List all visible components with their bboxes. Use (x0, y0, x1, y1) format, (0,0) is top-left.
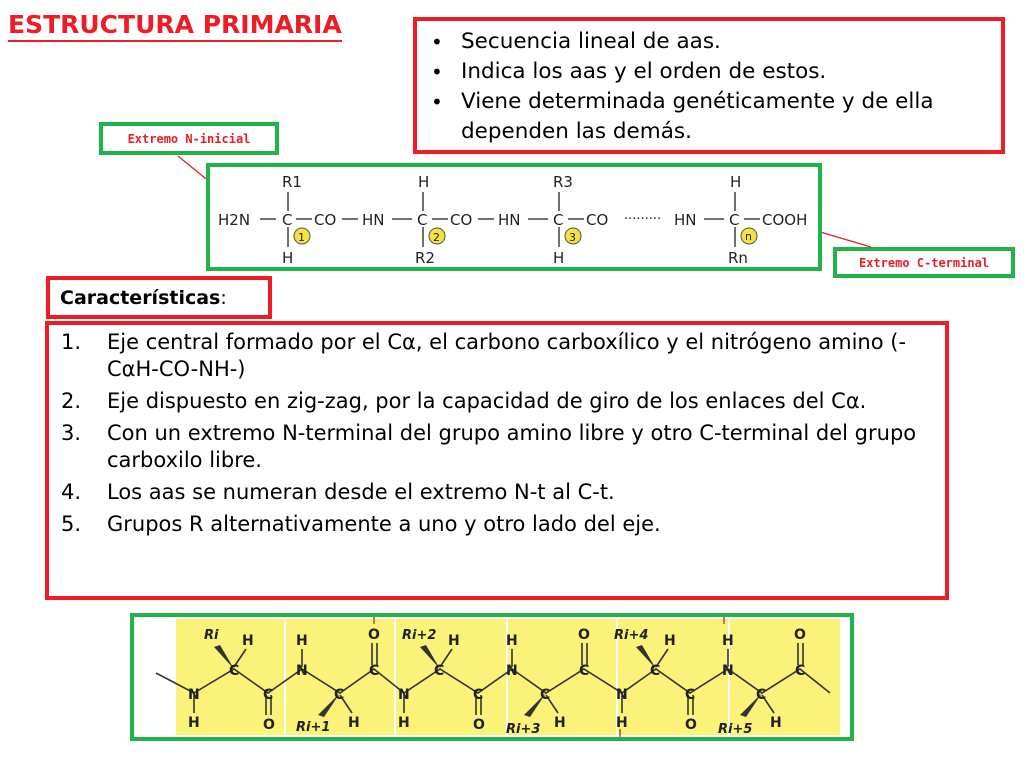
atom-h: H (448, 633, 460, 649)
peptide-formula-box (206, 163, 822, 271)
atom-c: C (229, 663, 240, 679)
atom-h: H (722, 633, 734, 649)
characteristics-box (45, 321, 949, 600)
atom-c: C (579, 663, 590, 679)
sub-bottom-4: Rn (728, 249, 748, 267)
atom-h: H (242, 633, 254, 649)
characteristic-item (57, 329, 933, 383)
sub-top-4: H (730, 173, 742, 191)
characteristic-item (57, 420, 933, 474)
atom-c: C (650, 663, 661, 679)
chain-atom: HN (498, 211, 521, 229)
chain-atom: CO (314, 211, 337, 229)
chain-atom: C (282, 211, 293, 229)
item-number: 5. (61, 512, 82, 536)
atom-n: N (506, 663, 518, 679)
chain-ellipsis: ········· (624, 212, 662, 227)
sub-top-1: R1 (282, 173, 302, 191)
atom-h: H (554, 715, 566, 731)
atom-h: H (398, 715, 410, 731)
summary-item: • Viene determinada genéticamente y de ella dependen las demás. (425, 87, 991, 147)
atom-c: C (334, 687, 345, 703)
atom-h: H (506, 633, 518, 649)
atom-n: N (616, 687, 628, 703)
item-number: 3. (61, 421, 82, 445)
atom-c: C (434, 663, 445, 679)
marker-label: n (745, 230, 752, 243)
r-group-bottom: Ri+1 (296, 720, 331, 735)
characteristic-item (57, 388, 933, 415)
atom-c: C (795, 663, 806, 679)
chain-atom: C (553, 211, 564, 229)
chain-atom: C (417, 211, 428, 229)
chain-atom: CO (450, 211, 473, 229)
atom-n: N (188, 687, 200, 703)
atom-c: C (756, 687, 767, 703)
characteristic-item (57, 511, 933, 538)
atom-h: H (664, 633, 676, 649)
atom-h: H (296, 633, 308, 649)
chain-atom: H2N (218, 211, 251, 229)
atom-o: O (794, 627, 806, 643)
atom-c: C (369, 663, 380, 679)
chain-atom: COOH (762, 211, 808, 229)
zigzag-diagram-box (130, 613, 854, 741)
sub-bottom-2: R2 (415, 249, 435, 267)
item-number: 4. (61, 480, 82, 504)
chain-atom: C (729, 211, 740, 229)
n-terminal-label: Extremo N-inicial (99, 122, 279, 155)
summary-item: • Secuencia lineal de aas. (425, 27, 991, 57)
atom-n: N (722, 663, 734, 679)
characteristic-item (57, 479, 933, 506)
atom-o: O (368, 627, 380, 643)
atom-o: O (685, 717, 697, 733)
item-text: Eje central formado por el Cα, el carbono carboxílico y el nitrógeno amino (-CαH-CO-NH-) (107, 330, 907, 381)
c-terminal-label: Extremo C-terminal (833, 247, 1015, 278)
atom-c: C (263, 687, 274, 703)
chain-atom: HN (674, 211, 697, 229)
sub-top-3: R3 (553, 173, 573, 191)
sub-top-2: H (418, 173, 430, 191)
atom-c: C (540, 687, 551, 703)
chain-atom: CO (586, 211, 609, 229)
characteristics-heading: Características (60, 287, 221, 309)
atom-h: H (348, 715, 360, 731)
characteristics-colon: : (220, 287, 227, 309)
page-title: ESTRUCTURA PRIMARIA (8, 10, 342, 42)
atom-o: O (473, 717, 485, 733)
atom-c: C (473, 687, 484, 703)
item-number: 1. (61, 330, 82, 354)
summary-item: • Indica los aas y el orden de estos. (425, 57, 991, 87)
sub-bottom-3: H (553, 249, 565, 267)
atom-n: N (398, 687, 410, 703)
characteristics-heading-box (46, 276, 272, 319)
r-group-bottom: Ri+5 (718, 722, 753, 737)
chain-atom: HN (362, 211, 385, 229)
atom-h: H (770, 715, 782, 731)
item-number: 2. (61, 389, 82, 413)
marker-label: 1 (298, 231, 305, 244)
atom-h: H (188, 715, 200, 731)
r-group-bottom: Ri+3 (506, 722, 541, 737)
atom-n: N (296, 663, 308, 679)
atom-c: C (685, 687, 696, 703)
r-group-top: Ri+4 (614, 628, 649, 643)
sub-bottom-1: H (282, 249, 294, 267)
r-group-top: Ri (204, 628, 219, 643)
characteristics-list (57, 329, 933, 538)
r-group-top: Ri+2 (402, 628, 437, 643)
marker-label: 2 (433, 231, 440, 244)
item-text: Grupos R alternativamente a uno y otro lado del eje. (107, 512, 661, 536)
zigzag-diagram (134, 617, 850, 737)
atom-o: O (578, 627, 590, 643)
peptide-formula (210, 167, 818, 267)
atom-h: H (616, 715, 628, 731)
marker-label: 3 (569, 231, 576, 244)
item-text: Los aas se numeran desde el extremo N-t al C-t. (107, 480, 615, 504)
item-text: Con un extremo N-terminal del grupo amino libre y otro C-terminal del grupo carboxilo libre. (107, 421, 917, 472)
item-text: Eje dispuesto en zig-zag, por la capacidad de giro de los enlaces del Cα. (107, 389, 867, 413)
atom-o: O (263, 717, 275, 733)
